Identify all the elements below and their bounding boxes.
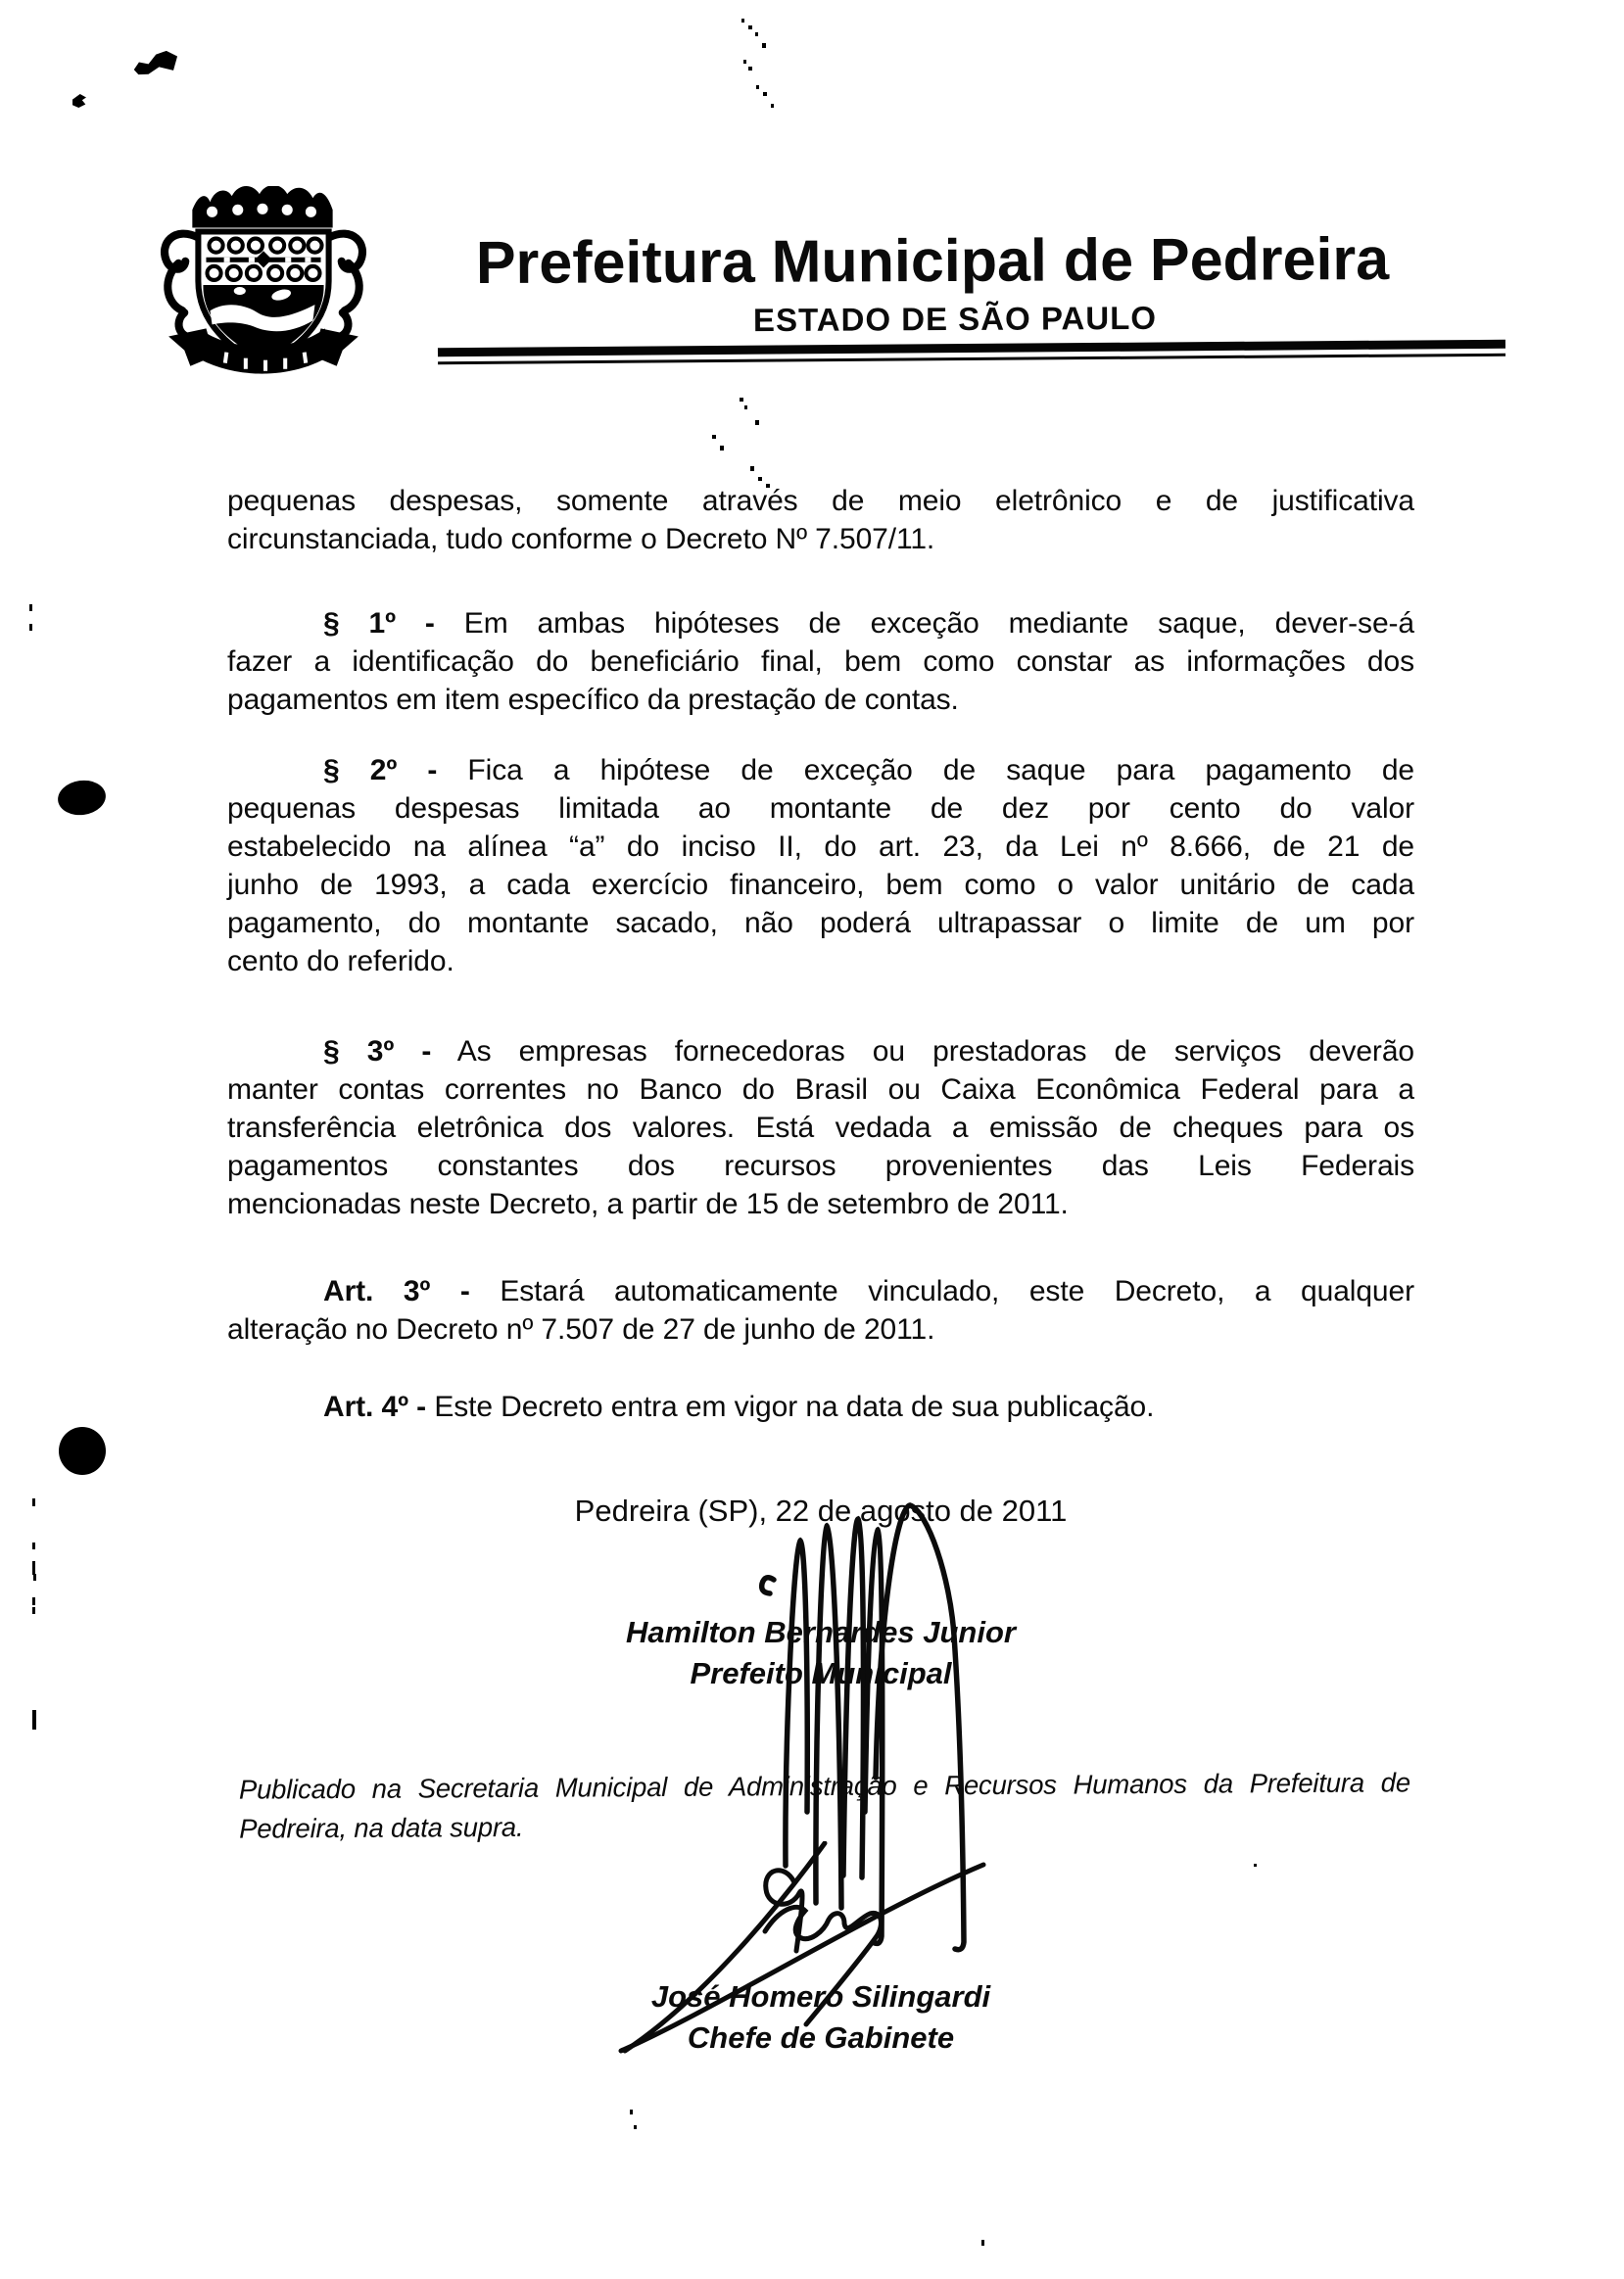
- decree-line: cento do referido.: [227, 945, 454, 977]
- decree-line: estabelecido na alínea “a” do inciso II, do art. 23, da Lei nº 8.666, de 21 de: [227, 831, 1414, 863]
- decree-line: pagamentos constantes dos recursos provenientes das Leis Federais: [227, 1150, 1414, 1182]
- decree-line: § 3º - As empresas fornecedoras ou prestadoras de serviços deverão: [323, 1035, 1414, 1068]
- decree-paragraph-3: [227, 751, 1414, 980]
- decree-paragraph-6: [227, 1388, 1414, 1426]
- paragraph-lead: Art. 3º -: [323, 1275, 470, 1307]
- scan-speck: [32, 1710, 36, 1730]
- decree-paragraph-4: [227, 1032, 1414, 1223]
- state-subtitle: ESTADO DE SÃO PAULO: [752, 299, 1158, 339]
- signatory-chief-of-staff: [227, 1976, 1414, 2059]
- scan-speck: [33, 1574, 36, 1581]
- decree-line: manter contas correntes no Banco do Brasil ou Caixa Econômica Federal para a: [227, 1073, 1414, 1106]
- decree-line: pequenas despesas limitada ao montante de dez por cento do valor: [227, 792, 1414, 825]
- decree-paragraph-1: [227, 482, 1414, 558]
- decree-line: Art. 3º - Estará automaticamente vinculado, este Decreto, a qualquer: [323, 1275, 1414, 1307]
- decree-line: Pedreira, na data supra.: [239, 1811, 524, 1844]
- scan-speck: [32, 1543, 35, 1549]
- decree-line: Publicado na Secretaria Municipal de Administração e Recursos Humanos da Prefeitura de: [238, 1767, 1410, 1805]
- decree-line: Art. 4º - Este Decreto entra em vigor na data de sua publicação.: [323, 1391, 1155, 1423]
- signatory-name: Hamilton Bernardes Junior: [626, 1615, 1016, 1649]
- decree-line: circunstanciada, tudo conforme o Decreto Nº 7.507/11.: [227, 523, 935, 555]
- decree-paragraph-5: [227, 1272, 1414, 1349]
- decree-paragraph-2: [227, 604, 1414, 719]
- paragraph-lead: Art. 4º -: [323, 1391, 427, 1423]
- decree-line: pagamentos em item específico da prestação de contas.: [227, 684, 959, 716]
- dateline: Pedreira (SP), 22 de agosto de 2011: [574, 1494, 1068, 1528]
- signatory-role: Chefe de Gabinete: [687, 2020, 955, 2055]
- decree-line: mencionadas neste Decreto, a partir de 15 de setembro de 2011.: [227, 1188, 1069, 1220]
- decree-line: pequenas despesas, somente através de meio eletrônico e de justificativa: [227, 485, 1414, 517]
- ink-smudge-mark: [131, 49, 179, 78]
- decree-line: alteração no Decreto nº 7.507 de 27 de junho de 2011.: [227, 1313, 935, 1346]
- decree-line: transferência eletrônica dos valores. Está vedada a emissão de cheques para os: [227, 1112, 1414, 1144]
- decree-line: fazer a identificação do beneficiário final, bem como constar as informações dos: [227, 645, 1414, 678]
- scan-speck: [32, 1498, 35, 1506]
- signatory-name: José Homero Silingardi: [650, 1979, 991, 2014]
- decree-line: § 1º - Em ambas hipóteses de exceção mediante saque, dever-se-á: [323, 607, 1414, 640]
- paragraph-lead: § 1º -: [323, 607, 435, 640]
- decree-body: [227, 0, 1414, 2279]
- publication-note: [239, 1763, 1410, 1848]
- scan-speck: [32, 1597, 35, 1605]
- ink-smudge-mark: [72, 94, 86, 108]
- decree-line: junho de 1993, a cada exercício financeiro, bem como o valor unitário de cada: [227, 869, 1414, 901]
- signatory-role: Prefeito Municipal: [690, 1656, 952, 1690]
- decree-line: § 2º - Fica a hipótese de exceção de saque para pagamento de: [323, 754, 1414, 786]
- municipality-title: Prefeitura Municipal de Pedreira: [475, 224, 1390, 297]
- paragraph-lead: § 2º -: [323, 754, 438, 786]
- scan-speck: [32, 1561, 35, 1575]
- scan-speck: [29, 624, 32, 631]
- scan-speck: [29, 604, 32, 611]
- signatory-mayor: [227, 1612, 1414, 1694]
- paragraph-lead: § 3º -: [323, 1035, 432, 1068]
- hole-punch-mark: [59, 1427, 106, 1475]
- decree-line: pagamento, do montante sacado, não poderá ultrapassar o limite de um por: [227, 907, 1414, 939]
- scan-speck: [32, 1607, 35, 1614]
- hole-punch-mark: [56, 778, 108, 818]
